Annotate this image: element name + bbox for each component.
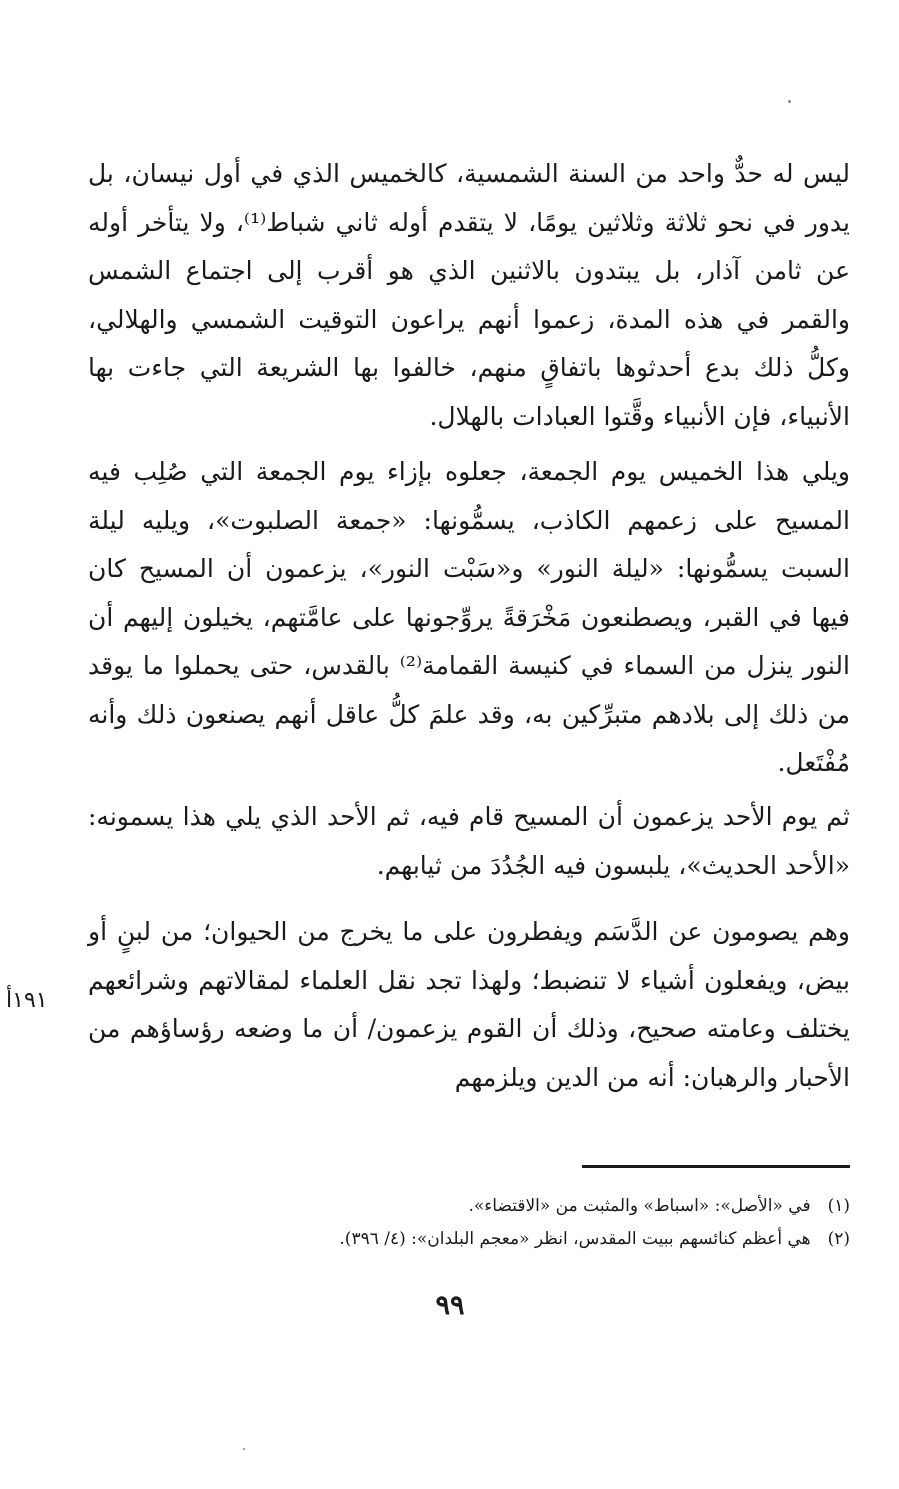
footnote-2 — [150, 1223, 850, 1256]
page-number: ٩٩ — [435, 1290, 465, 1321]
footnote-1 — [150, 1190, 850, 1223]
paragraph-text: ليس له حدٌّ واحد من السنة الشمسية، كالخميس الذي في أول نيسان، بل يدور في نحو ثلاثة وثلاثين يومًا، لا يتقدم أوله ثاني شباط⁽¹⁾، ولا يتأخر أوله عن ثامن آذار، بل يبتدون بالاثنين الذي هو أقرب إلى اجتماع الشمس والقمر في هذه المدة، زعموا أنهم يراعون التوقيت الشمسي والهلالي، وكلُّ ذلك بدع أحدثوها باتفاقٍ منهم، خالفوا بها الشريعة التي جاءت بها الأنبياء، فإن الأنبياء وقَّتوا العبادات بالهلال. — [88, 159, 850, 431]
paragraph-text: وهم يصومون عن الدَّسَم ويفطرون على ما يخرج من الحيوان؛ من لبنٍ أو بيض، ويفعلون أشياء لا تنضبط؛ ولهذا تجد نقل العلماء لمقالاتهم وشرائعهم يختلف وعامته صحيح، وذلك أن القوم يزعمون/ أن ما وضعه رؤساؤهم من الأحبار والرهبان: أنه من الدين ويلزمهم — [88, 917, 850, 1092]
paragraph-2 — [88, 448, 850, 788]
manuscript-folio-marker: ١٩١أ — [6, 988, 48, 1013]
scan-speck — [243, 1448, 245, 1450]
footnote-number: (١) — [827, 1196, 850, 1216]
footnote-text: هي أعظم كنائسهم ببيت المقدس، انظر «معجم البلدان»: (٤/ ٣٩٦). — [339, 1229, 811, 1249]
footnote-text: في «الأصل»: «اسباط» والمثبت من «الاقتضاء». — [468, 1196, 811, 1216]
paragraph-4 — [88, 908, 850, 1102]
paragraph-text: ويلي هذا الخميس يوم الجمعة، جعلوه بإزاء يوم الجمعة التي صُلِب فيه المسيح على زعمهم الكاذب، يسمُّونها: «جمعة الصلبوت»، ويليه ليلة السبت يسمُّونها: «ليلة النور» و«سَبْت النور»، يزعمون أن المسيح كان فيها في القبر، ويصطنعون مَخْرَقةً يروِّجونها على عامَّتهم، يخيلون إليهم أن النور ينزل من السماء في كنيسة القمامة⁽²⁾ بالقدس، حتى يحملوا ما يوقد من ذلك إلى بلادهم متبرِّكين به، وقد علمَ كلُّ عاقل أنهم يصنعون ذلك وأنه مُفْتَعل. — [88, 457, 850, 777]
paragraph-1 — [88, 150, 850, 441]
scan-speck — [788, 100, 791, 103]
paragraph-text: ثم يوم الأحد يزعمون أن المسيح قام فيه، ثم الأحد الذي يلي هذا يسمونه: «الأحد الحديث»، يلبسون فيه الجُدُدَ من ثيابهم. — [88, 802, 850, 880]
footnote-number: (٢) — [827, 1229, 850, 1249]
footnotes — [150, 1190, 850, 1256]
footnote-divider — [582, 1165, 850, 1168]
paragraph-3 — [88, 793, 850, 890]
